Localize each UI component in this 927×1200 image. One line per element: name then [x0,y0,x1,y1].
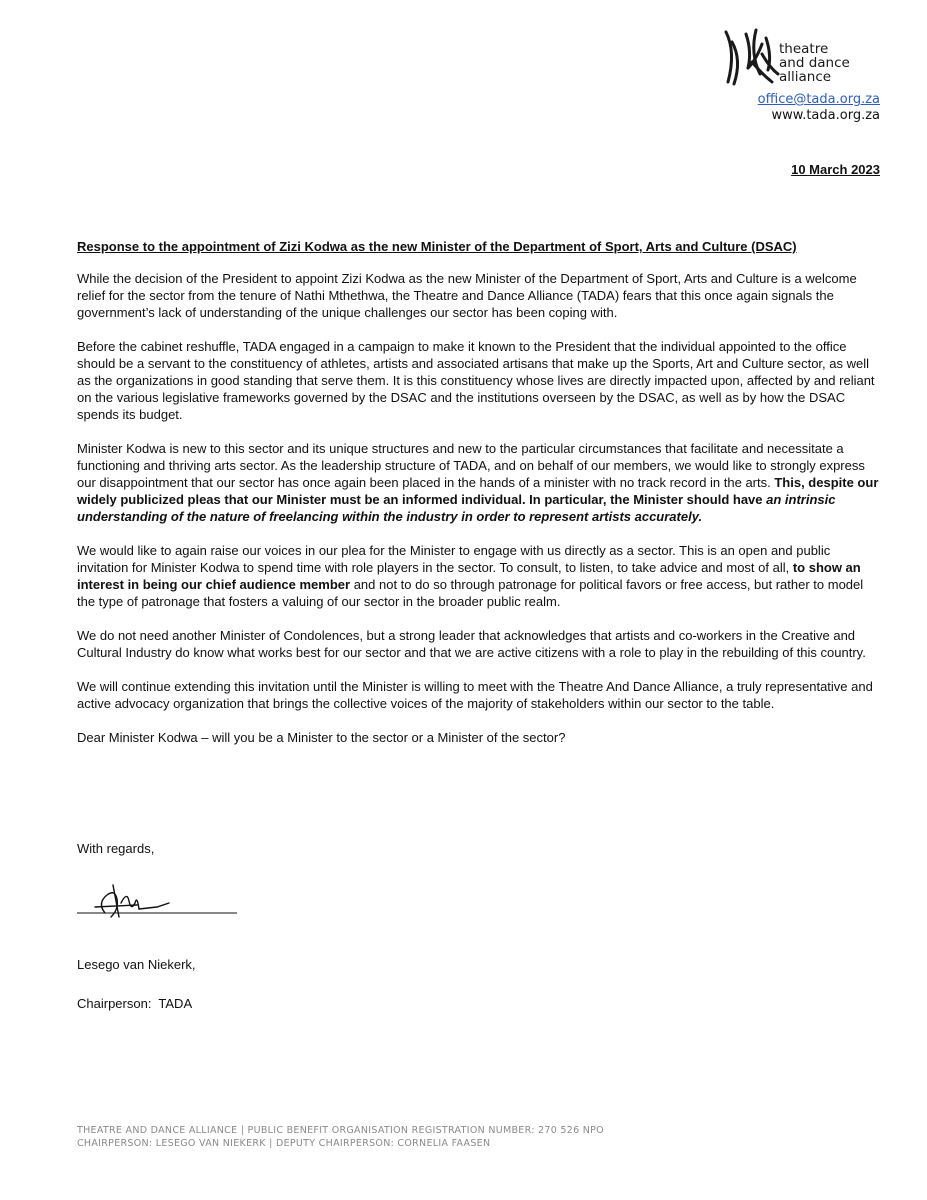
page-footer [77,1124,604,1150]
website-text: www.tada.org.za [771,108,880,123]
paragraph-text: Minister Kodwa is new to this sector and its unique structures and new to the particular circumstances that facilitate and necessitate a functioning and thriving arts sector. As the leadership structure of TADA, and on behalf of our members, we would like to strongly express our disappointment that our sector has once again been placed in the hands of a minister with no track record in the arts. [77,441,865,490]
signer-title: Chairperson: TADA [77,996,193,1011]
bold-text: This, despite our widely publicized pleas that our Minister must be an informed individual. In particular, the Minister should have [77,475,879,507]
paragraph: Before the cabinet reshuffle, TADA engaged in a campaign to make it known to the President that the individual appointed to the office should be a servant to the constituency of athletes, artists and associated artisans that make up the Sports, Art and Culture sector, as well as the organizations in good standing that serve them. It is this constituency whose lives are directly impacted upon, affected by and reliant on the various legislative frameworks governed by the DSAC and the institutions overseen by the DSAC, as well as by how the DSAC spends its budget. [77,339,875,422]
paragraph [77,542,883,610]
org-name-line: and dance [779,55,850,71]
footer-line: THEATRE AND DANCE ALLIANCE | PUBLIC BENEFIT ORGANISATION REGISTRATION NUMBER: 270 526 NPO [77,1125,604,1136]
contact-block [758,92,880,124]
letter-heading: Response to the appointment of Zizi Kodwa as the new Minister of the Department of Sport, Arts and Culture (DSAC) [77,239,797,254]
paragraph: We do not need another Minister of Condolences, but a strong leader that acknowledges that artists and co-workers in the Creative and Cultural Industry do know what works best for our sector and that we are active citizens with a role to play in the rebuilding of this country. [77,628,866,660]
paragraph-text: and not to do so through patronage for political favors or free access, but rather to model the type of patronage that fosters a valuing of our sector in the broader public realm. [77,577,864,609]
paragraph: Dear Minister Kodwa – will you be a Minister to the sector or a Minister of the sector? [77,730,566,745]
bold-italic-text: an intrinsic understanding of the nature of freelancing within the industry in order to represent artists accurately. [77,492,836,524]
paragraph [77,440,883,525]
signature-icon [77,873,242,923]
footer-line: CHAIRPERSON: LESEGO VAN NIEKERK | DEPUTY CHAIRPERSON: CORNELIA FAASEN [77,1138,491,1149]
org-name [779,42,850,84]
letter-date: 10 March 2023 [791,162,880,177]
closing-text: With regards, [77,841,155,856]
letter-body [77,238,883,763]
email-link[interactable]: office@tada.org.za [757,92,880,107]
org-name-line: alliance [779,69,832,85]
bold-text: to show an interest in being our chief audience member [77,560,861,592]
signer-name: Lesego van Niekerk, [77,957,196,972]
paragraph: While the decision of the President to appoint Zizi Kodwa as the new Minister of the Department of Sport, Arts and Culture is a welcome relief for the sector from the tenure of Nathi Mthethwa, the Theatre and Dance Alliance (TADA) fears that this once again signals the government’s lack of understanding of the unique challenges our sector has been coping with. [77,271,857,320]
paragraph: We will continue extending this invitation until the Minister is willing to meet with the Theatre And Dance Alliance, a truly representative and active advocacy organization that brings the collective voices of the majority of stakeholders within our sector to the table. [77,679,873,711]
org-name-line: theatre [779,41,829,57]
paragraph-text: We would like to again raise our voices in our plea for the Minister to engage with us directly as a sector. This is an open and public invitation for Minister Kodwa to spend time with role players in the sector. To consult, to listen, to take advice and most of all, [77,543,831,575]
